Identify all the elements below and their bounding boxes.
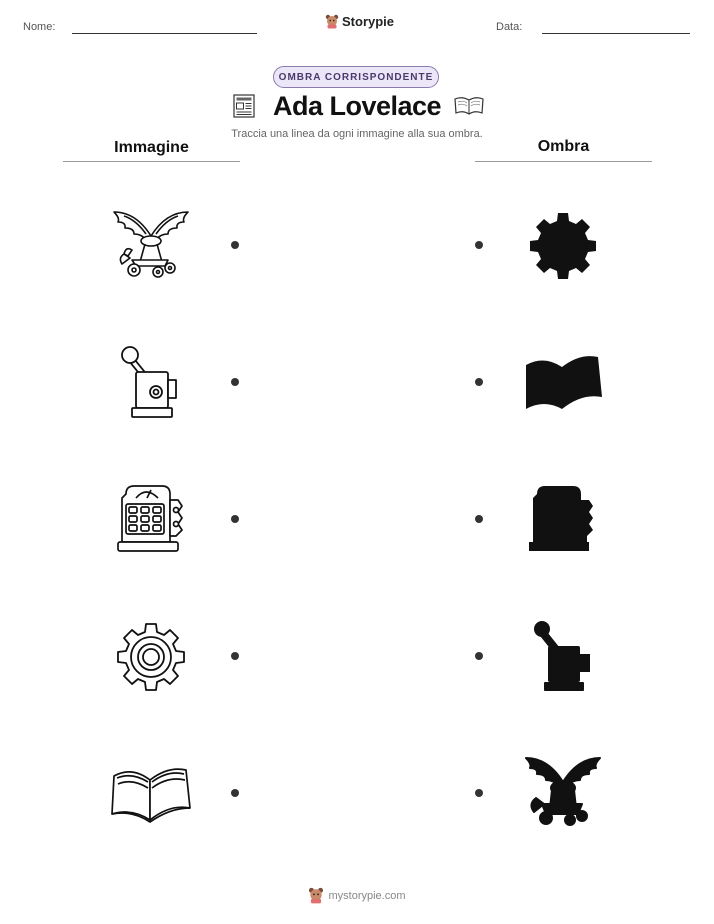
name-label: Nome: bbox=[23, 21, 56, 33]
name-line bbox=[72, 33, 257, 34]
match-dot-left-2[interactable] bbox=[231, 378, 239, 386]
column-header-shadows: Ombra bbox=[537, 138, 590, 155]
open-book-icon[interactable] bbox=[110, 762, 192, 824]
flying-machine-shadow-icon[interactable] bbox=[522, 754, 604, 828]
column-underline-images bbox=[63, 161, 240, 162]
match-dot-right-5[interactable] bbox=[475, 789, 483, 797]
analytical-engine-shadow-icon[interactable] bbox=[527, 484, 599, 554]
footer-site-link[interactable]: mystorypie.com bbox=[328, 889, 406, 902]
column-header-images: Immagine bbox=[114, 139, 189, 156]
match-dot-left-5[interactable] bbox=[231, 789, 239, 797]
brand-logo bbox=[325, 14, 394, 29]
gear-icon[interactable] bbox=[116, 622, 186, 692]
worksheet-type-badge: OMBRA CORRISPONDENTE bbox=[273, 66, 439, 88]
flying-machine-icon[interactable] bbox=[110, 208, 192, 282]
footer bbox=[0, 887, 714, 904]
open-book-shadow-icon[interactable] bbox=[522, 351, 604, 413]
date-label: Data: bbox=[496, 21, 523, 33]
match-dot-left-3[interactable] bbox=[231, 515, 239, 523]
match-dot-right-2[interactable] bbox=[475, 378, 483, 386]
book-icon bbox=[453, 95, 485, 117]
brand-name: Storypie bbox=[342, 14, 395, 29]
storypie-bear-icon bbox=[308, 887, 324, 904]
lever-shadow-icon[interactable] bbox=[530, 618, 596, 694]
match-dot-right-1[interactable] bbox=[475, 241, 483, 249]
date-line bbox=[542, 33, 690, 34]
match-dot-left-1[interactable] bbox=[231, 241, 239, 249]
worksheet-title: Ada Lovelace bbox=[272, 91, 442, 121]
instructions: Traccia una linea da ogni immagine alla sua ombra. bbox=[231, 128, 483, 140]
analytical-engine-icon[interactable] bbox=[116, 484, 188, 554]
match-dot-right-3[interactable] bbox=[475, 515, 483, 523]
gear-shadow-icon[interactable] bbox=[528, 211, 598, 281]
lever-icon[interactable] bbox=[118, 344, 184, 420]
storypie-bear-icon bbox=[325, 14, 339, 29]
match-dot-right-4[interactable] bbox=[475, 652, 483, 660]
match-dot-left-4[interactable] bbox=[231, 652, 239, 660]
column-underline-shadows bbox=[475, 161, 652, 162]
